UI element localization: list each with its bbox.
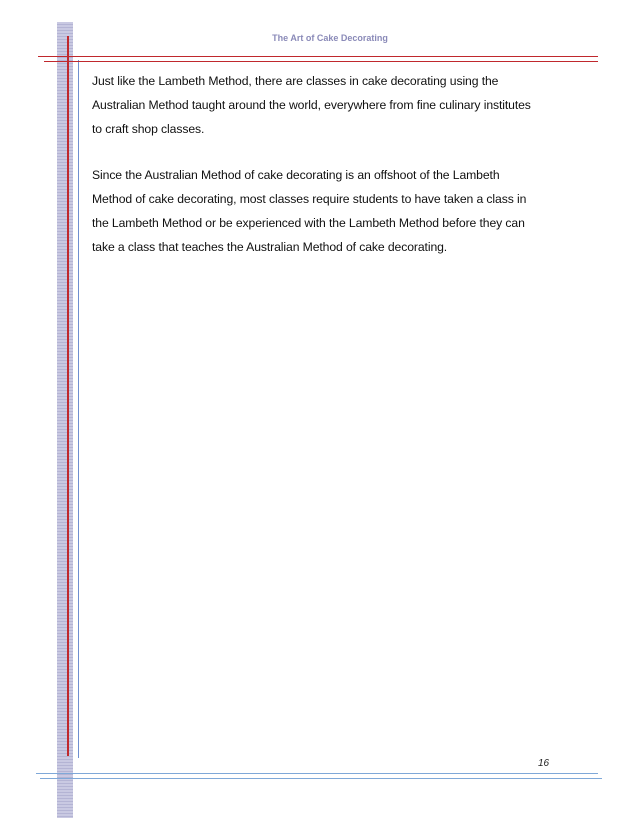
left-margin-rule	[78, 60, 79, 758]
paragraph-1	[92, 69, 582, 141]
footer-rule-top	[36, 773, 598, 774]
left-accent-line	[67, 36, 69, 756]
running-header-title: The Art of Cake Decorating	[272, 33, 388, 43]
paragraph-line: Just like the Lambeth Method, there are classes in cake decorating using the	[92, 74, 499, 88]
paragraph-2	[92, 163, 582, 259]
body-content	[92, 69, 582, 281]
paragraph-line: Method of cake decorating, most classes require students to have taken a class in	[92, 192, 527, 206]
left-decorative-band	[57, 22, 73, 818]
paragraph-line: Since the Australian Method of cake decorating is an offshoot of the Lambeth	[92, 168, 500, 182]
paragraph-line: take a class that teaches the Australian Method of cake decorating.	[92, 240, 448, 254]
paragraph-line: to craft shop classes.	[92, 122, 205, 136]
header-rule-top	[38, 56, 598, 57]
footer-rule-bottom	[40, 778, 602, 779]
header-rule-bottom	[44, 61, 598, 62]
paragraph-line: Australian Method taught around the world, everywhere from fine culinary institutes	[92, 98, 531, 112]
paragraph-line: the Lambeth Method or be experienced with the Lambeth Method before they can	[92, 216, 525, 230]
page-number: 16	[538, 758, 550, 769]
